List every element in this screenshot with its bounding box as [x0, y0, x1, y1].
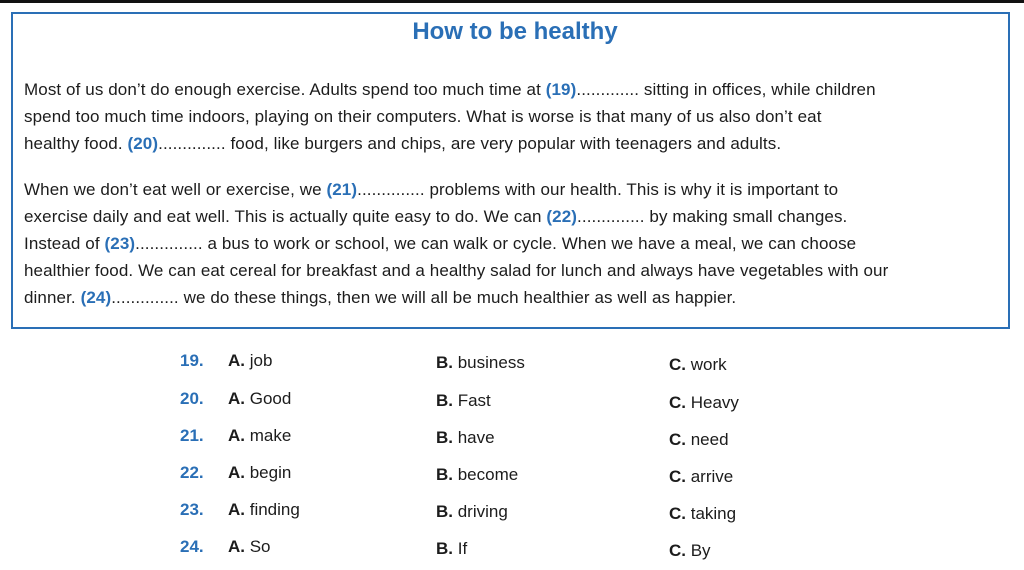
option-text: business	[453, 353, 525, 372]
option-text: Heavy	[686, 393, 739, 412]
option-c[interactable]	[669, 355, 727, 375]
passage-line	[24, 207, 847, 227]
question-number: 24.	[180, 537, 204, 556]
passage-line	[24, 80, 876, 100]
option-b[interactable]	[436, 465, 518, 485]
passage-text: Most of us don’t do enough exercise. Adults spend too much time at	[24, 80, 546, 99]
question-number: 21.	[180, 426, 204, 445]
blank-number: (24)	[80, 288, 112, 307]
option-letter: B.	[436, 428, 453, 447]
option-text: begin	[245, 463, 292, 482]
passage-text: Instead of	[24, 234, 105, 253]
option-letter: C.	[669, 467, 686, 486]
passage-text: .............. a bus to work or school, we can walk or cycle. When we have a meal, we can choose	[135, 234, 857, 253]
option-letter: A.	[228, 500, 245, 519]
passage-text: .............. food, like burgers and chips, are very popular with teenagers and adults.	[158, 134, 782, 153]
option-letter: A.	[228, 389, 245, 408]
passage-text: healthy food.	[24, 134, 128, 153]
option-letter: B.	[436, 353, 453, 372]
option-letter: C.	[669, 541, 686, 560]
page-title: How to be healthy	[412, 18, 618, 45]
passage-text: .............. problems with our health. This is why it is important to	[357, 180, 839, 199]
passage-text: .............. by making small changes.	[577, 207, 848, 226]
option-letter: B.	[436, 502, 453, 521]
option-letter: A.	[228, 463, 245, 482]
option-c[interactable]	[669, 430, 729, 450]
option-text: Good	[245, 389, 292, 408]
option-letter: C.	[669, 504, 686, 523]
blank-number: (20)	[127, 134, 159, 153]
option-text: If	[453, 539, 468, 558]
passage-text: healthier food. We can eat cereal for breakfast and a healthy salad for lunch and always have vegetables with our	[24, 261, 889, 280]
option-text: finding	[245, 500, 300, 519]
passage-text: .............. we do these things, then we will all be much healthier as well as happier.	[111, 288, 737, 307]
passage-box	[11, 12, 1010, 329]
option-a[interactable]	[228, 537, 271, 557]
option-text: driving	[453, 502, 508, 521]
option-a[interactable]	[228, 500, 300, 520]
option-text: Fast	[453, 391, 491, 410]
option-text: make	[245, 426, 292, 445]
question-number: 20.	[180, 389, 204, 408]
blank-number: (23)	[104, 234, 136, 253]
option-text: So	[245, 537, 271, 556]
option-c[interactable]	[669, 467, 733, 487]
option-text: become	[453, 465, 519, 484]
option-letter: C.	[669, 430, 686, 449]
passage-line	[24, 234, 856, 254]
option-a[interactable]	[228, 351, 272, 371]
top-border	[0, 0, 1024, 3]
blank-number: (22)	[546, 207, 578, 226]
passage-text: exercise daily and eat well. This is actually quite easy to do. We can	[24, 207, 547, 226]
option-letter: C.	[669, 355, 686, 374]
question-number: 19.	[180, 351, 204, 370]
option-b[interactable]	[436, 539, 467, 559]
passage-line	[24, 107, 822, 127]
question-number: 23.	[180, 500, 204, 519]
passage-line	[24, 261, 888, 281]
option-letter: C.	[669, 393, 686, 412]
option-a[interactable]	[228, 463, 291, 483]
option-text: work	[686, 355, 727, 374]
option-text: By	[686, 541, 711, 560]
blank-number: (21)	[326, 180, 358, 199]
option-text: need	[686, 430, 729, 449]
option-letter: B.	[436, 539, 453, 558]
option-a[interactable]	[228, 426, 291, 446]
option-letter: A.	[228, 537, 245, 556]
option-c[interactable]	[669, 504, 736, 524]
option-c[interactable]	[669, 393, 739, 413]
option-a[interactable]	[228, 389, 291, 409]
question-number: 22.	[180, 463, 204, 482]
passage-line	[24, 134, 781, 154]
blank-number: (19)	[545, 80, 577, 99]
option-letter: B.	[436, 391, 453, 410]
option-b[interactable]	[436, 353, 525, 373]
passage-line	[24, 180, 838, 200]
option-letter: A.	[228, 351, 245, 370]
option-letter: B.	[436, 465, 453, 484]
passage-line	[24, 288, 736, 308]
passage-text: spend too much time indoors, playing on their computers. What is worse is that many of us also don’t eat	[24, 107, 822, 126]
option-b[interactable]	[436, 428, 495, 448]
option-text: arrive	[686, 467, 734, 486]
option-text: taking	[686, 504, 737, 523]
option-text: have	[453, 428, 495, 447]
option-text: job	[245, 351, 273, 370]
option-b[interactable]	[436, 391, 491, 411]
option-letter: A.	[228, 426, 245, 445]
option-c[interactable]	[669, 541, 711, 561]
passage-text: When we don’t eat well or exercise, we	[24, 180, 327, 199]
option-b[interactable]	[436, 502, 508, 522]
passage-text: dinner.	[24, 288, 81, 307]
passage-text: ............. sitting in offices, while children	[576, 80, 876, 99]
